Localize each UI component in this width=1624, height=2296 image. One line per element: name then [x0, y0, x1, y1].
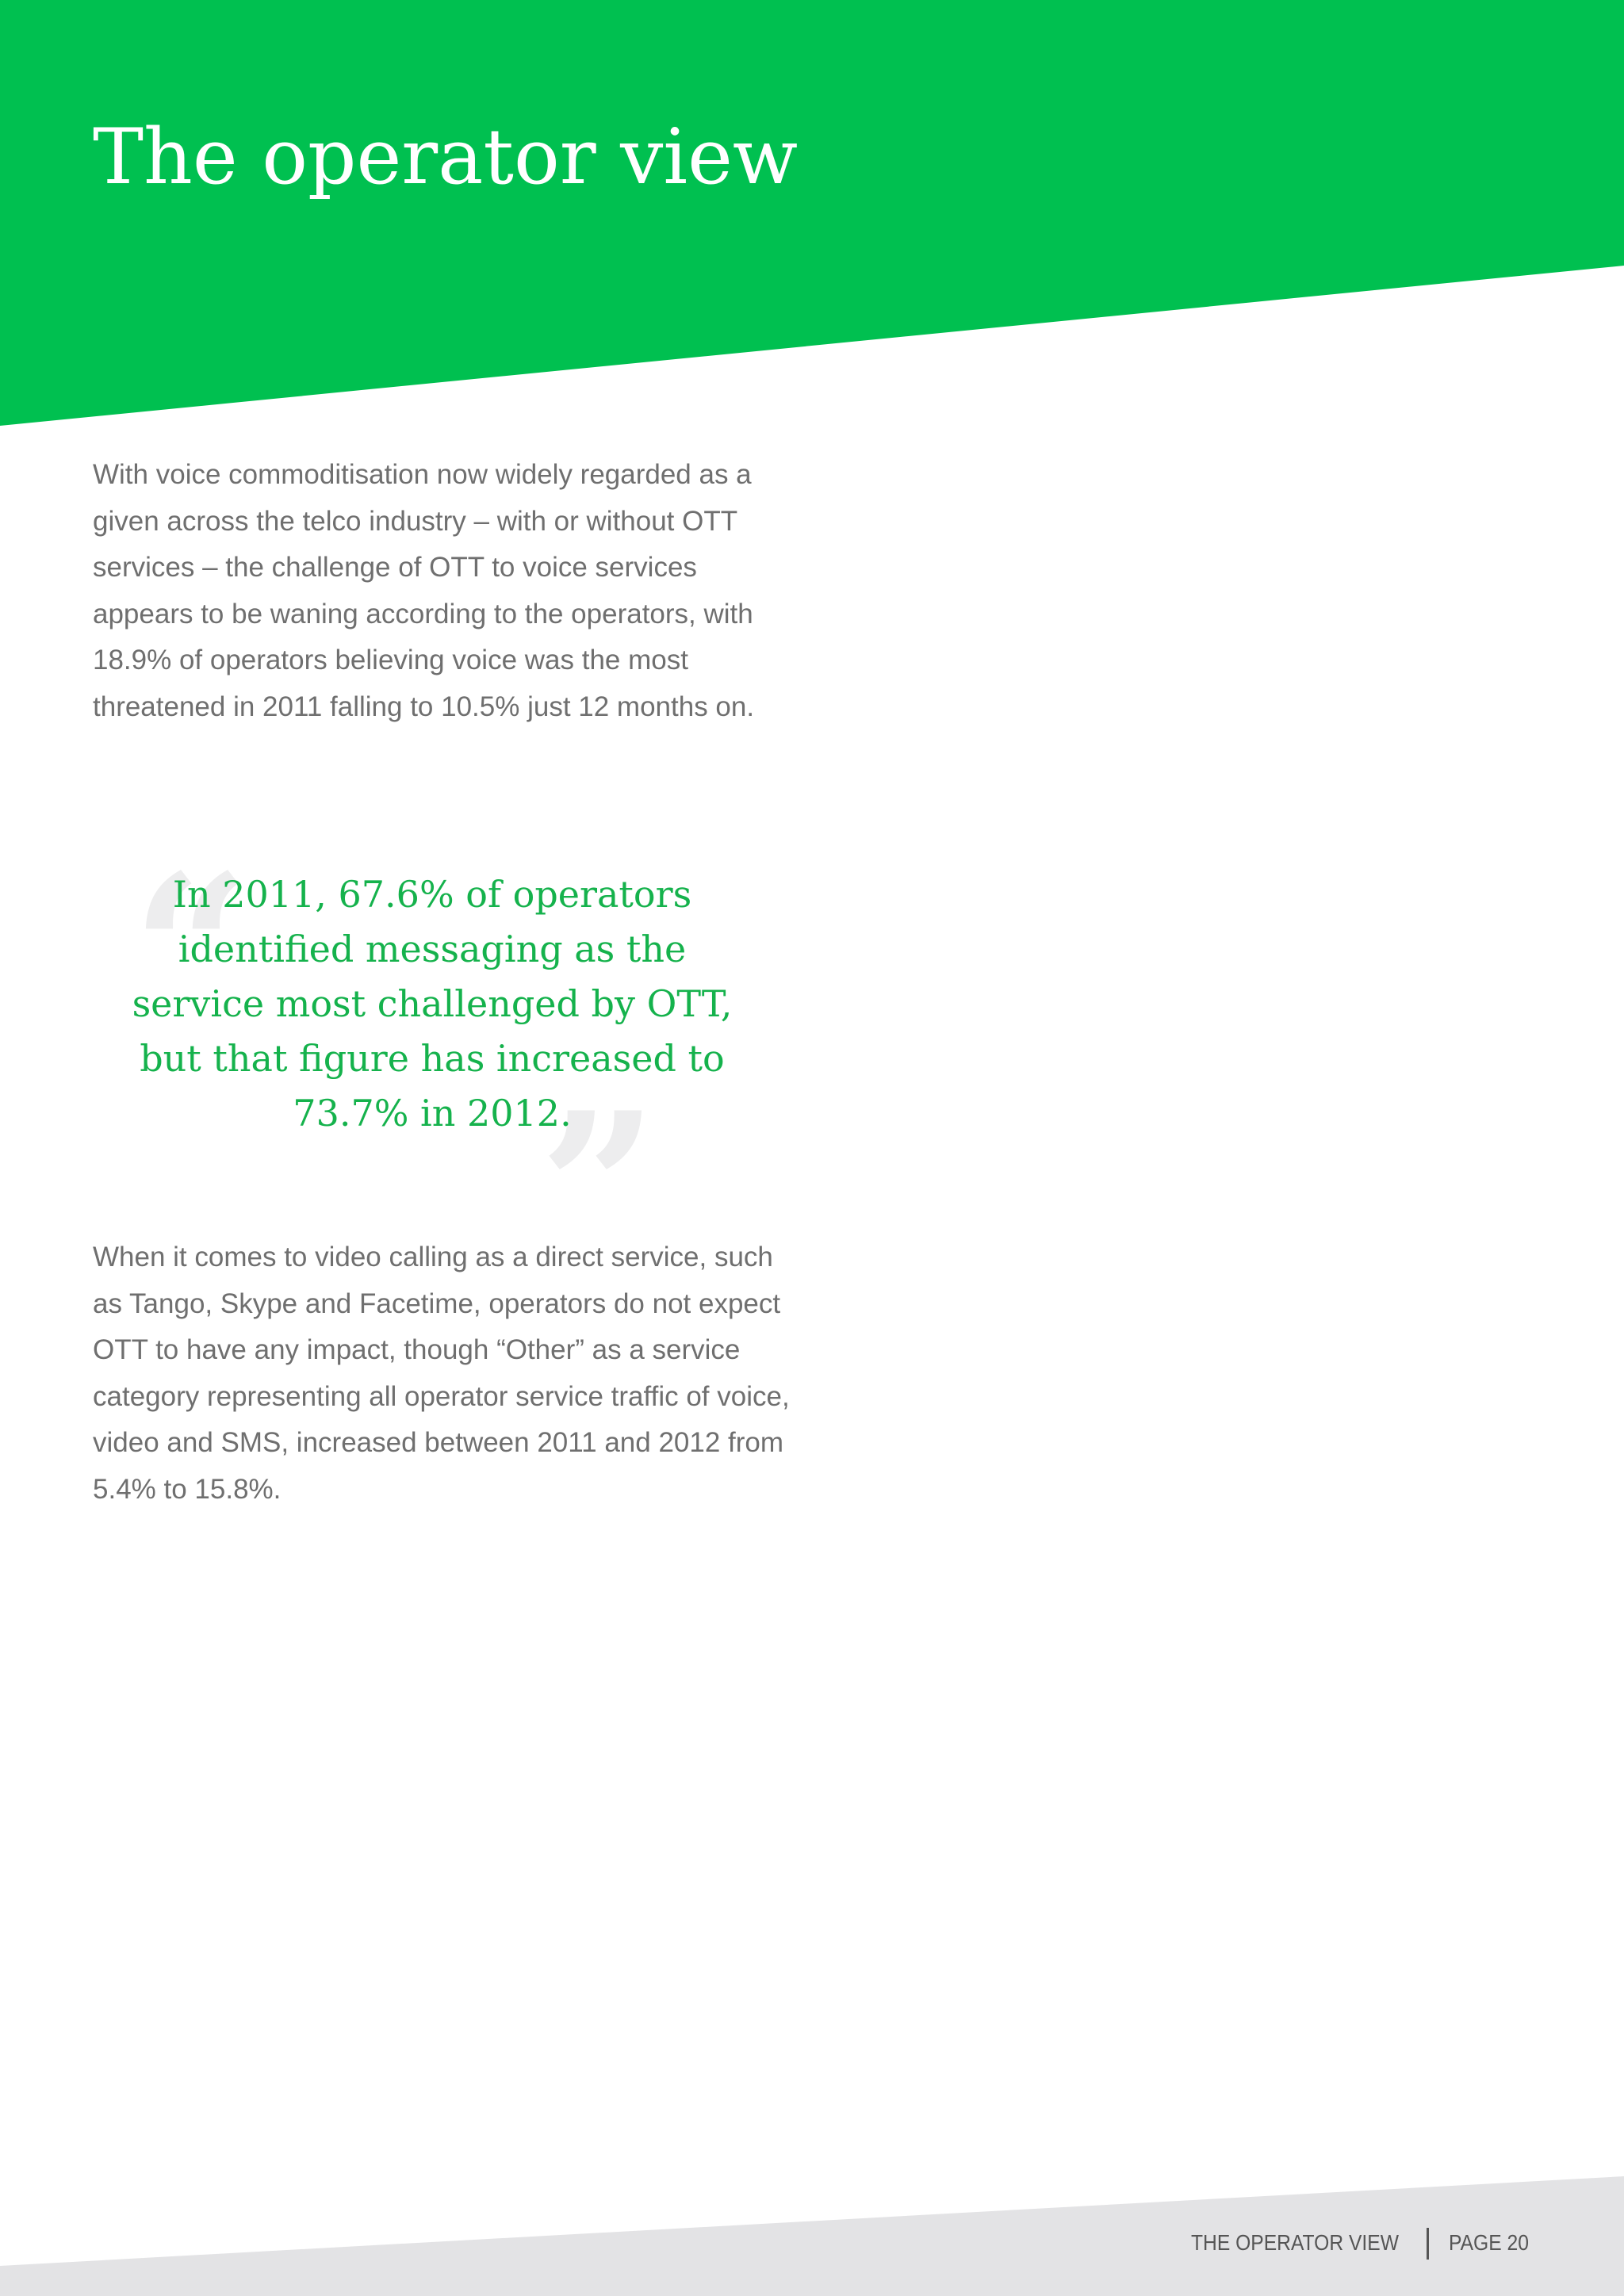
body-paragraph-2: When it comes to video calling as a direct service, such as Tango, Skype and Facetime, operators do not expect OTT to have any impact, though “Other” as a service category representing all operator service traffic of voice, video and SMS, increased between 2011 and 2012 from 5.4% to 15.8%. [93, 1242, 790, 1505]
footer-page-number: PAGE 20 [1449, 2230, 1529, 2255]
header-band [0, 0, 1624, 428]
page-title: The operator view [93, 113, 799, 201]
open-quote-icon: “ [132, 830, 251, 1072]
close-quote-icon: ” [539, 1068, 658, 1310]
pull-quote [127, 830, 737, 1310]
footer-section-label: THE OPERATOR VIEW [1191, 2230, 1399, 2255]
body-paragraph-1: With voice commoditisation now widely regarded as a given across the telco industry – with or without OTT services – the challenge of OTT to voice services appears to be waning according to the operators, with 18.9% of operators believing voice was the most threatened in 2011 falling to 10.5% just 12 months on. [93, 459, 755, 722]
footer-separator [1427, 2228, 1429, 2260]
pull-quote-text: In 2011, 67.6% of operators identified messaging as the service most challenged by OTT, but that figure has increased to 73.7% in 2012. [132, 873, 733, 1135]
